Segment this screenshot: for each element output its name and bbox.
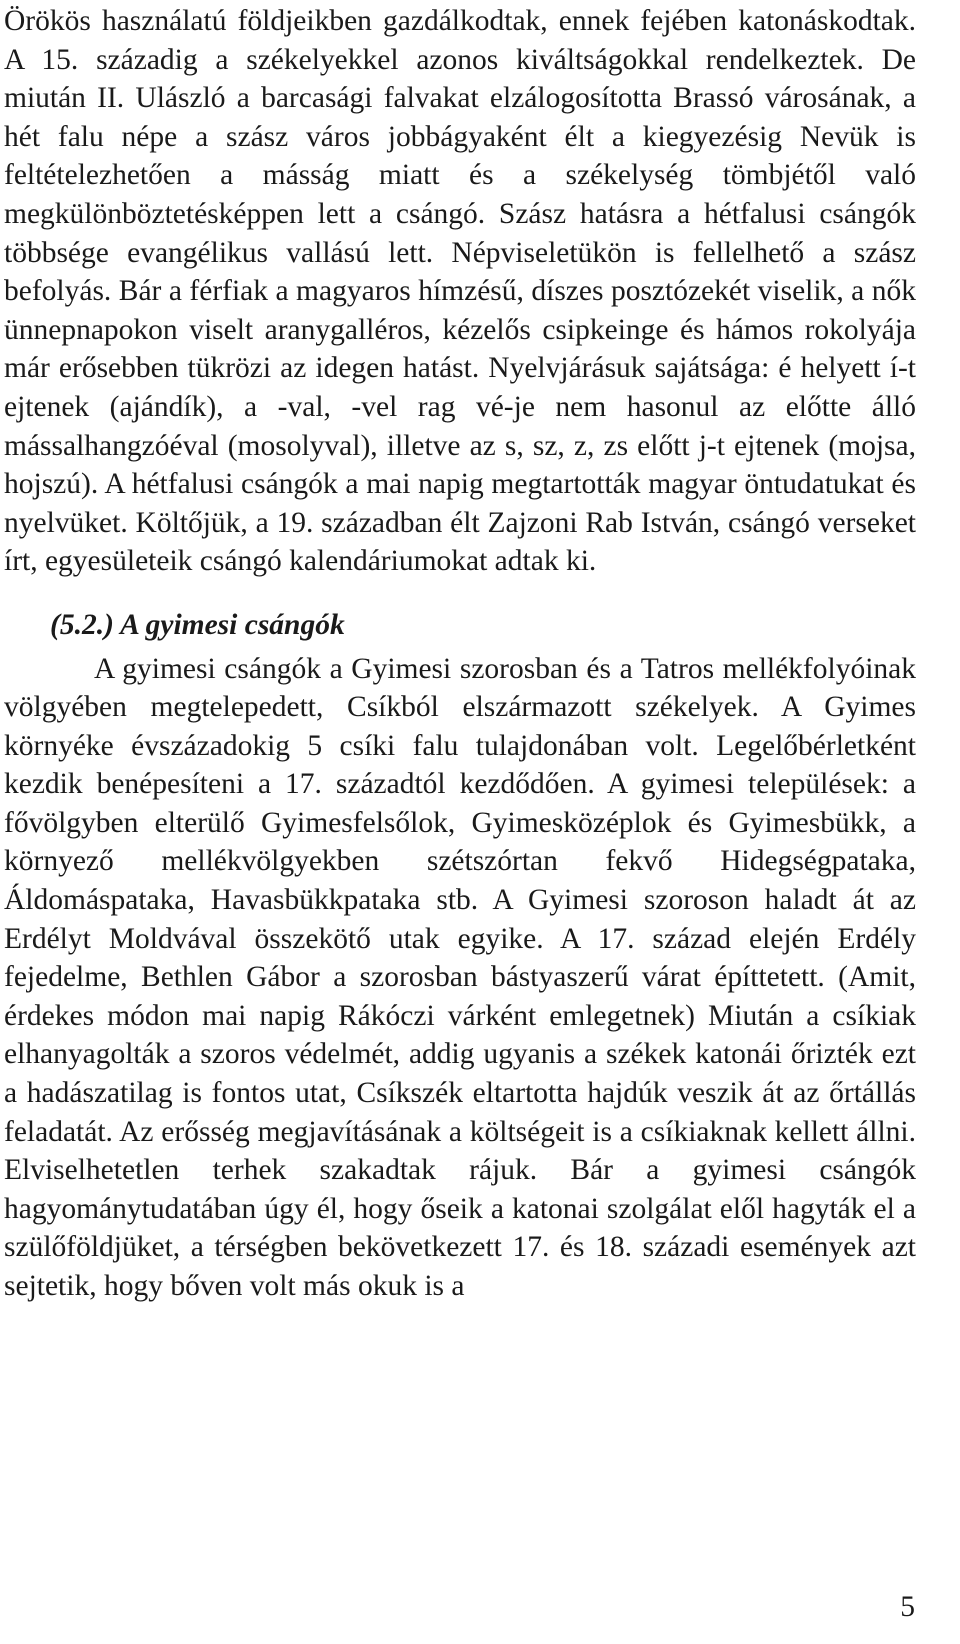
page-number: 5 xyxy=(900,1591,915,1623)
paragraph-gyimesi-csangok: A gyimesi csángók a Gyimesi szorosban és a Tatros mellékfolyóinak völgyében megtelepedett, Csíkból elszármazott székelyek. A Gyimes környéke évszázadokig 5 csíki falu tulajdonában volt. Legelőbérletként kezdik benépesíteni a 17. századtól kezdődően. A gyimesi települések: a fővölgyben elterülő Gyimesfelsőlok, Gyimesközéplok és Gyimesbükk, a környező mellékvölgyekben szétszórtan fekvő Hidegségpataka, Áldomáspataka, Havasbükkpataka stb. A Gyimesi szoroson haladt át az Erdélyt Moldvával összekötő utak egyike. A 17. század elején Erdély fejedelme, Bethlen Gábor a szorosban bástyaszerű várat építtetett. (Amit, érdekes módon mai napig Rákóczi várként emlegetnek) Miután a csíkiak elhanyagolták a szoros védelmét, addig ugyanis a székek katonái őrizték ezt a hadászatilag is fontos utat, Csíkszék eltartotta hajdúk veszik át az őrtállás feladatát. Az erősség megjavításának a költségeit is a csíkiaknak kellett állni. Elviselhetetlen terhek szakadtak rájuk. Bár a gyimesi csángók hagyománytudatában úgy él, hogy őseik a katonai szolgálat elől hagyták el a szülőföldjüket, a térségben bekövetkezett 17. és 18. századi események azt sejtetik, hogy bőven volt más okuk is a xyxy=(4,652,916,1302)
paragraph-hetfalusi-csangok: Örökös használatú földjeikben gazdálkodtak, ennek fejében katonáskodtak. A 15. századig a székelyekkel azonos kiváltságokkal rendelkeztek. De miután II. Ulászló a barcasági falvakat elzálogosította Brassó városának, a hét falu népe a szász város jobbágyaként élt a kiegyezésig Nevük is feltételezhetően a másság miatt és a székelység tömbjétől való megkülönböztetésképpen lett a csángó. Szász hatásra a hétfalusi csángók többsége evangélikus vallású lett. Népviseletükön is fellelhető a szász befolyás. Bár a férfiak a magyaros hímzésű, díszes posztózekét viselik, a nők ünnepnapokon viselt aranygalléros, kézelős csipkeinge és hámos rokolyája már erősebben tükrözi az idegen hatást. Nyelvjárásuk sajátsága: é helyett í-t ejtenek (ajándík), a -val, -vel rag vé-je nem hasonul az előtte álló mássalhangzóéval (mosolyval), illetve az s, sz, z, zs előtt j-t ejtenek (mojsa, hojszú). A hétfalusi csángók a mai napig megtartották magyar öntudatukat és nyelvüket. Költőjük, a 19. században élt Zajzoni Rab István, csángó verseket írt, egyesületeik csángó kalendáriumokat adtak ki. xyxy=(4,5,916,578)
document-page xyxy=(4,0,916,1306)
section-heading: (5.2.) A gyimesi csángók xyxy=(50,608,345,641)
